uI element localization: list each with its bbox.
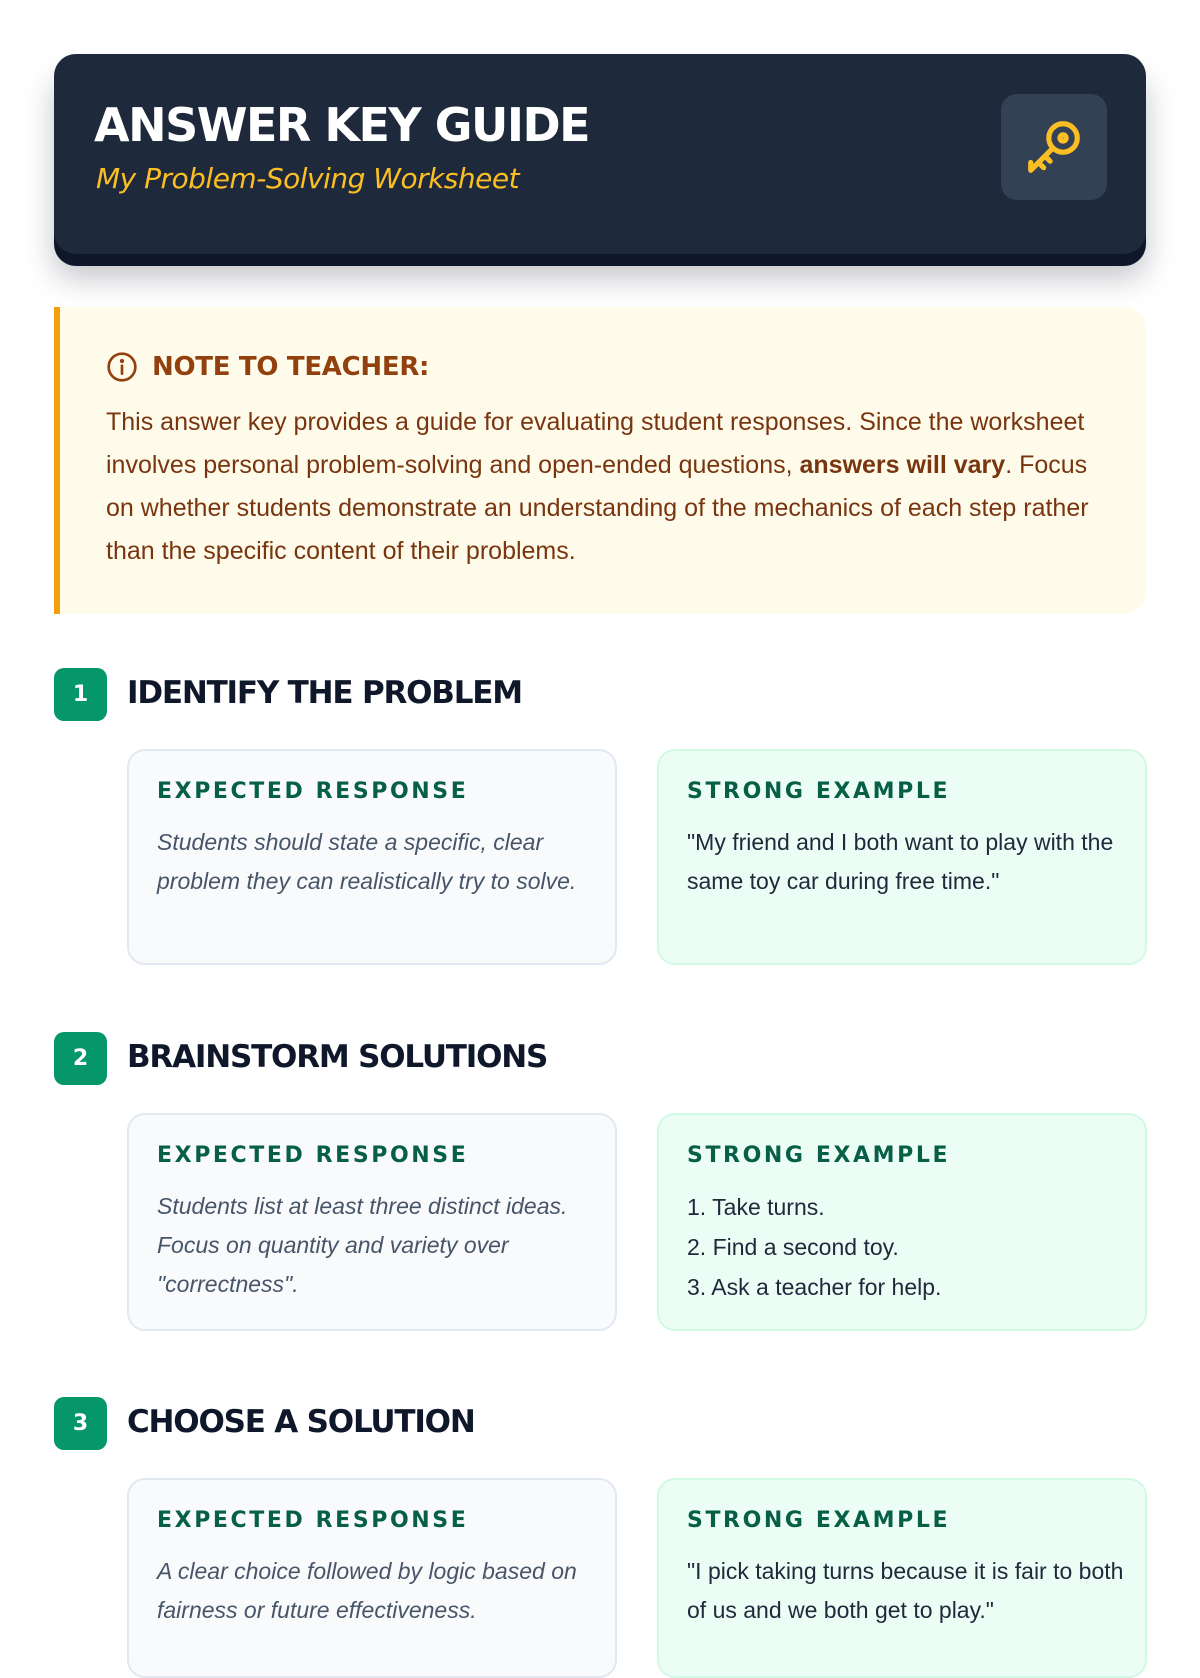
list-item: 2. Find a second toy. (687, 1234, 899, 1260)
teacher-note-emphasis: answers will vary (799, 451, 1006, 479)
teacher-note-heading (106, 351, 429, 383)
step-1-badge: 1 (54, 668, 107, 721)
strong-example-label: STRONG EXAMPLE (687, 1508, 951, 1533)
step-3-expected-card (127, 1478, 617, 1678)
step-3-title: CHOOSE A SOLUTION (127, 1404, 475, 1440)
strong-example-label: STRONG EXAMPLE (687, 779, 951, 804)
key-icon (1023, 116, 1085, 178)
strong-example-list (687, 1187, 1127, 1307)
list-item: 3. Ask a teacher for help. (687, 1274, 942, 1300)
expected-response-text: Students should state a specific, clear problem they can realistically try to solve. (157, 829, 577, 894)
teacher-note-body (106, 401, 1106, 573)
teacher-note-text: This answer key provides a guide for evaluating student responses. Since the worksheet involves personal problem-solving and open-ended questions, (106, 408, 1085, 479)
page-subtitle: My Problem-Solving Worksheet (96, 162, 520, 195)
strong-example-label: STRONG EXAMPLE (687, 1143, 951, 1168)
teacher-note (54, 307, 1146, 614)
step-2-title: BRAINSTORM SOLUTIONS (127, 1039, 548, 1075)
step-3-strong-card (657, 1478, 1147, 1678)
strong-example-text: "My friend and I both want to play with the same toy car during free time." (687, 829, 1114, 894)
info-icon (106, 351, 138, 383)
expected-response-label: EXPECTED RESPONSE (157, 779, 469, 804)
expected-response-text: A clear choice followed by logic based on fairness or future effectiveness. (157, 1558, 577, 1623)
page-title: ANSWER KEY GUIDE (94, 98, 590, 152)
step-2-strong-card (657, 1113, 1147, 1331)
step-2-expected-card (127, 1113, 617, 1331)
header-banner (54, 54, 1146, 254)
expected-response-label: EXPECTED RESPONSE (157, 1143, 469, 1168)
expected-response-text: Students list at least three distinct ideas. Focus on quantity and variety over "correctness". (157, 1193, 568, 1297)
step-3-badge: 3 (54, 1397, 107, 1450)
teacher-note-title: NOTE TO TEACHER: (152, 352, 430, 382)
strong-example-text: "I pick taking turns because it is fair to both of us and we both get to play." (687, 1558, 1124, 1623)
teacher-note-text-end: . Focus on whether students demonstrate an understanding of the mechanics of each step rather than the specific content of their problems. (106, 451, 1089, 565)
step-1-expected-card (127, 749, 617, 965)
step-2-badge: 2 (54, 1032, 107, 1085)
key-icon-box (1001, 94, 1107, 200)
step-1-title: IDENTIFY THE PROBLEM (127, 675, 522, 711)
step-1-strong-card (657, 749, 1147, 965)
expected-response-label: EXPECTED RESPONSE (157, 1508, 469, 1533)
list-item: 1. Take turns. (687, 1194, 825, 1220)
